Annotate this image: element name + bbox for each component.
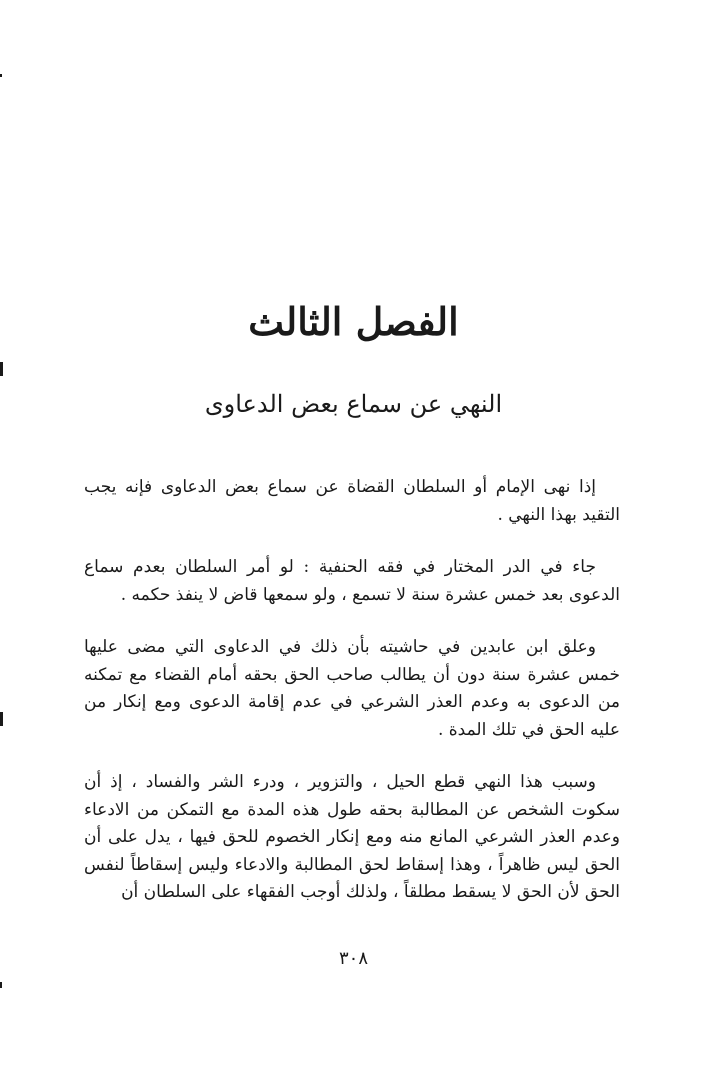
paragraph-2: جاء في الدر المختار في فقه الحنفية : لو أمر السلطان بعدم سماع الدعوى بعد خمس عشرة سنة لا تسمع ، ولو سمعها قاض لا ينفذ حكمه . (84, 557, 620, 605)
scan-edge-mark-1 (0, 74, 2, 77)
chapter-subtitle: النهي عن سماع بعض الدعاوى (204, 390, 503, 418)
page-number: ٣٠٨ (338, 948, 368, 969)
scan-edge-mark-2 (0, 362, 3, 376)
scan-edge-mark-3 (0, 712, 3, 726)
chapter-title: الفصل الثالث (248, 299, 459, 344)
body-text (84, 474, 620, 932)
paragraph-3: وعلق ابن عابدين في حاشيته بأن ذلك في الدعاوى التي مضى عليها خمس عشرة سنة دون أن يطالب صاحب الحق بحقه أمام القضاء مع تمكنه من الدعوى به وعدم العذر الشرعي في عدم إقامة الدعوى ومع إنكار من عليه الحق في تلك المدة . (84, 637, 620, 740)
scan-edge-mark-4 (0, 982, 2, 988)
paragraph-4: وسبب هذا النهي قطع الحيل ، والتزوير ، ودرء الشر والفساد ، إذ أن سكوت الشخص عن المطالبة بحقه طول هذه المدة مع التمكن من الادعاء وعدم العذر الشرعي المانع منه ومع إنكار الخصوم للحق فيها ، يدل على أن الحق ليس ظاهراً ، وهذا إسقاط لحق المطالبة والادعاء وليس إسقاطاً لنفس الحق لأن الحق لا يسقط مطلقاً ، ولذلك أوجب الفقهاء على السلطان أن (84, 772, 620, 902)
paragraph-1: إذا نهى الإمام أو السلطان القضاة عن سماع بعض الدعاوى فإنه يجب التقيد بهذا النهي . (84, 477, 620, 525)
